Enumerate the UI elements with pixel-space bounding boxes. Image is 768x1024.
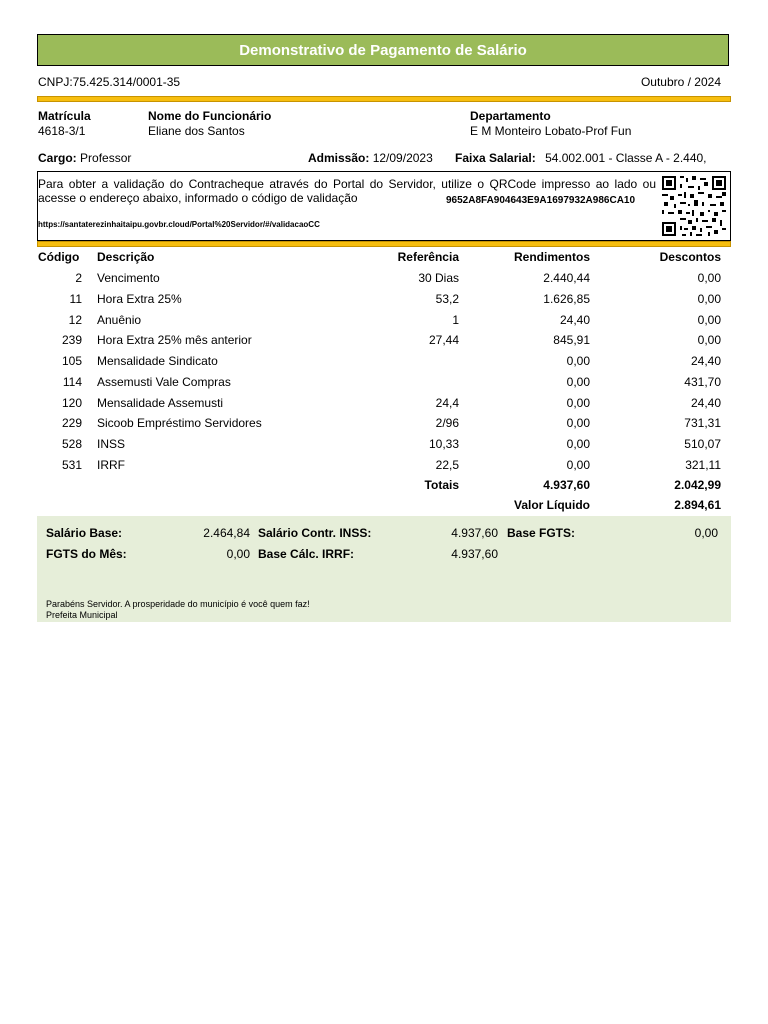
department-value: E M Monteiro Lobato-Prof Fun: [470, 124, 632, 138]
row-deductions: 321,11: [685, 458, 721, 472]
footer-signature: Prefeita Municipal: [46, 610, 118, 620]
faixa-value: 54.002.001 - Classe A - 2.440,: [545, 151, 707, 165]
row-reference: 24,4: [435, 396, 459, 410]
row-code: 229: [61, 416, 82, 430]
base-irrf-value: 4.937,60: [451, 547, 498, 561]
totals-deductions: 2.042,99: [674, 478, 721, 492]
row-description: Assemusti Vale Compras: [97, 375, 231, 389]
row-description: Mensalidade Sindicato: [97, 354, 218, 368]
row-code: 12: [68, 313, 82, 327]
row-deductions: 24,40: [690, 354, 721, 368]
footer-message: [46, 599, 310, 621]
document-title-bar: [37, 34, 729, 66]
row-earnings: 1.626,85: [543, 292, 590, 306]
row-deductions: 24,40: [690, 396, 721, 410]
cargo-value: Professor: [80, 151, 132, 165]
row-reference: 2/96: [435, 416, 459, 430]
separator-bar: [37, 96, 731, 102]
row-reference: 30 Dias: [418, 271, 459, 285]
totals-label: Totais: [424, 478, 459, 492]
row-earnings: 0,00: [566, 458, 590, 472]
row-description: INSS: [97, 437, 126, 451]
row-earnings: 845,91: [553, 333, 590, 347]
row-deductions: 510,07: [684, 437, 721, 451]
row-deductions: 431,70: [684, 375, 721, 389]
row-earnings: 0,00: [566, 396, 590, 410]
row-earnings: 0,00: [566, 437, 590, 451]
row-description: Anuênio: [97, 313, 142, 327]
header-code: Código: [38, 250, 80, 264]
row-reference: 53,2: [435, 292, 459, 306]
admissao-value: 12/09/2023: [372, 151, 433, 165]
qr-code-icon: [660, 174, 728, 238]
salario-base-value: 2.464,84: [203, 526, 250, 540]
period: Outubro / 2024: [640, 75, 721, 89]
validation-instructions: Para obter a validação do Contracheque através do Portal do Servidor, utilize o QRCode impresso ao lado ou acesse o endereço abaixo, informado o código de validação: [38, 177, 656, 205]
row-deductions: 0,00: [697, 313, 721, 327]
row-deductions: 731,31: [684, 416, 721, 430]
fgts-mes-value: 0,00: [226, 547, 250, 561]
row-description: Hora Extra 25%: [97, 292, 182, 306]
row-reference: 10,33: [428, 437, 459, 451]
row-reference: 1: [452, 313, 459, 327]
name-value: Eliane dos Santos: [148, 124, 245, 138]
validation-code: 9652A8FA904643E9A1697932A986CA10: [446, 195, 636, 206]
matricula-value: 4618-3/1: [38, 124, 86, 138]
cnpj: CNPJ:75.425.314/0001-35: [38, 75, 181, 89]
row-earnings: 24,40: [559, 313, 590, 327]
row-description: IRRF: [97, 458, 125, 472]
net-value: 2.894,61: [674, 498, 721, 512]
row-description: Sicoob Empréstimo Servidores: [97, 416, 262, 430]
cargo-label: Cargo:: [38, 151, 77, 165]
row-code: 239: [61, 333, 82, 347]
faixa-line: [455, 151, 707, 165]
base-irrf-label: Base Cálc. IRRF:: [258, 547, 355, 561]
salario-base-label: Salário Base:: [46, 526, 123, 540]
row-deductions: 0,00: [697, 333, 721, 347]
row-earnings: 0,00: [566, 416, 590, 430]
header-description: Descrição: [97, 250, 155, 264]
header-deductions: Descontos: [659, 250, 721, 264]
header-earnings: Rendimentos: [513, 250, 590, 264]
row-code: 120: [61, 396, 82, 410]
row-code: 105: [61, 354, 82, 368]
row-deductions: 0,00: [697, 271, 721, 285]
fgts-mes-label: FGTS do Mês:: [46, 547, 127, 561]
row-reference: 22,5: [435, 458, 459, 472]
row-code: 114: [62, 375, 82, 389]
document-title: Demonstrativo de Pagamento de Salário: [239, 41, 527, 59]
row-deductions: 0,00: [697, 292, 721, 306]
row-reference: 27,44: [428, 333, 459, 347]
contr-inss-label: Salário Contr. INSS:: [258, 526, 372, 540]
department-label: Departamento: [470, 109, 551, 123]
net-label: Valor Líquido: [513, 498, 590, 512]
matricula-label: Matrícula: [38, 109, 91, 123]
contr-inss-value: 4.937,60: [451, 526, 498, 540]
base-fgts-label: Base FGTS:: [507, 526, 576, 540]
separator-bar: [37, 241, 731, 247]
validation-url[interactable]: https://santaterezinhaitaipu.govbr.cloud/Portal%20Servidor/#/validacaoCC: [38, 220, 320, 229]
row-earnings: 2.440,44: [543, 271, 590, 285]
header-reference: Referência: [397, 250, 459, 264]
admissao-label: Admissão:: [308, 151, 370, 165]
base-fgts-value: 0,00: [694, 526, 718, 540]
row-description: Mensalidade Assemusti: [97, 396, 224, 410]
totals-earnings: 4.937,60: [543, 478, 590, 492]
footer-message-text: Parabéns Servidor. A prosperidade do município é você quem faz!: [46, 599, 310, 609]
row-code: 531: [61, 458, 82, 472]
row-earnings: 0,00: [566, 354, 590, 368]
cargo-line: [38, 151, 131, 165]
admissao-line: [308, 151, 433, 165]
faixa-label: Faixa Salarial:: [455, 151, 536, 165]
row-description: Hora Extra 25% mês anterior: [97, 333, 252, 347]
row-code: 11: [69, 292, 82, 306]
row-code: 2: [75, 271, 82, 285]
name-label: Nome do Funcionário: [148, 109, 272, 123]
row-description: Vencimento: [97, 271, 160, 285]
row-earnings: 0,00: [566, 375, 590, 389]
row-code: 528: [61, 437, 82, 451]
